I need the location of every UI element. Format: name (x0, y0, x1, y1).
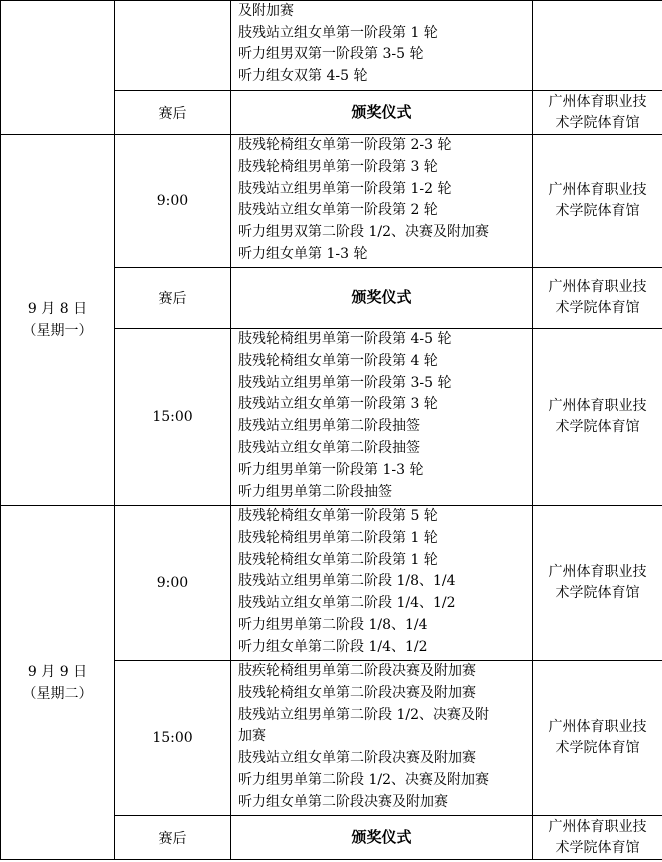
time-cell: 15:00 (115, 661, 231, 816)
time-cell: 赛后 (115, 91, 231, 135)
venue-cell (533, 91, 662, 135)
venue-line: 广州体育职业技 (548, 398, 647, 414)
venue-line: 术学院体育馆 (555, 839, 640, 856)
venue-line: 广州体育职业技 (548, 719, 647, 735)
events-cell (231, 1, 533, 91)
event-line: 肢残轮椅组女单第一阶段第 2-3 轮 (238, 137, 452, 153)
time-cell: 15:00 (115, 329, 231, 506)
event-line: 肢残站立组男单第二阶段抽签 (238, 418, 420, 435)
event-line: 肢残轮椅组男单第一阶段第 4-5 轮 (238, 331, 452, 347)
venue-cell (533, 506, 662, 661)
date-label: 9 月 9 日 (27, 663, 88, 680)
time-cell (115, 1, 231, 91)
time-cell: 9:00 (115, 135, 231, 268)
venue-cell (533, 329, 662, 506)
table-row (1, 1, 662, 91)
date-cell (1, 135, 115, 506)
ceremony-cell: 颁奖仪式 (231, 268, 533, 329)
event-line: 听力组女单第 1-3 轮 (238, 245, 368, 262)
date-cell (1, 1, 115, 135)
venue-line: 术学院体育馆 (555, 419, 640, 435)
events-cell (231, 506, 533, 661)
venue-cell (533, 135, 662, 268)
event-line: 听力组女单第二阶段 1/4、1/2 (238, 638, 428, 655)
venue-line: 广州体育职业技 (548, 182, 647, 198)
venue-cell (533, 661, 662, 816)
venue-cell (533, 1, 662, 91)
venue-cell (533, 816, 662, 860)
events-cell (231, 135, 533, 268)
venue-line: 术学院体育馆 (555, 740, 640, 756)
event-line: 听力组女双第 4-5 轮 (238, 67, 368, 84)
event-line: 听力组男单第二阶段 1/8、1/4 (238, 616, 428, 633)
event-line: 听力组男单第二阶段抽签 (238, 483, 392, 500)
event-line: 肢残站立组男单第二阶段 1/2、决赛及附 (238, 706, 489, 723)
event-line: 听力组男双第二阶段 1/2、决赛及附加赛 (238, 224, 489, 241)
event-line: 肢残站立组男单第一阶段第 3-5 轮 (238, 374, 452, 391)
event-line: 听力组男单第一阶段第 1-3 轮 (238, 461, 424, 478)
table-row (1, 135, 662, 268)
events-cell (231, 661, 533, 816)
event-line: 肢残站立组女单第二阶段 1/4、1/2 (238, 595, 456, 612)
event-line: 听力组男双第一阶段第 3-5 轮 (238, 46, 424, 62)
event-line: 肢残站立组女单第二阶段抽签 (238, 439, 420, 456)
event-line: 及附加赛 (238, 3, 294, 19)
venue-line: 广州体育职业技 (548, 564, 647, 580)
event-line: 肢残轮椅组女单第一阶段第 5 轮 (238, 508, 438, 524)
time-cell: 赛后 (115, 268, 231, 329)
date-label: 9 月 8 日 (27, 301, 88, 317)
venue-line: 广州体育职业技 (548, 93, 647, 110)
event-line: 肢残轮椅组女单第二阶段第 1 轮 (238, 551, 438, 568)
event-line: 肢残站立组男单第二阶段 1/8、1/4 (238, 573, 456, 590)
event-line: 肢残轮椅组男单第一阶段第 3 轮 (238, 158, 438, 175)
event-line: 加赛 (238, 728, 266, 745)
table-row (1, 506, 662, 661)
weekday-label: （星期二） (22, 685, 93, 702)
event-line: 听力组女单第二阶段决赛及附加赛 (238, 793, 448, 810)
events-cell (231, 329, 533, 506)
venue-line: 术学院体育馆 (555, 203, 640, 219)
event-line: 肢残站立组女单第一阶段第 3 轮 (238, 396, 438, 413)
ceremony-cell: 颁奖仪式 (231, 91, 533, 135)
event-line: 肢残轮椅组女单第一阶段第 4 轮 (238, 352, 438, 369)
venue-line: 广州体育职业技 (548, 818, 647, 835)
venue-cell (533, 268, 662, 329)
event-line: 肢疾轮椅组男单第二阶段决赛及附加赛 (238, 663, 476, 679)
venue-line: 广州体育职业技 (548, 279, 647, 295)
time-cell: 赛后 (115, 816, 231, 860)
event-line: 肢残轮椅组女单第二阶段决赛及附加赛 (238, 684, 476, 701)
venue-line: 术学院体育馆 (555, 114, 640, 131)
date-cell (1, 506, 115, 860)
event-line: 听力组男单第二阶段 1/2、决赛及附加赛 (238, 771, 489, 788)
weekday-label: （星期一） (22, 323, 93, 339)
venue-line: 术学院体育馆 (555, 300, 640, 316)
time-cell: 9:00 (115, 506, 231, 661)
ceremony-cell: 颁奖仪式 (231, 816, 533, 860)
event-line: 肢残站立组女单第一阶段第 2 轮 (238, 202, 438, 219)
event-line: 肢残轮椅组男单第二阶段第 1 轮 (238, 529, 438, 546)
event-line: 肢残站立组女单第一阶段第 1 轮 (238, 24, 438, 41)
event-line: 肢残站立组女单第二阶段决赛及附加赛 (238, 750, 476, 767)
venue-line: 术学院体育馆 (555, 585, 640, 601)
event-line: 肢残站立组男单第一阶段第 1-2 轮 (238, 180, 452, 197)
